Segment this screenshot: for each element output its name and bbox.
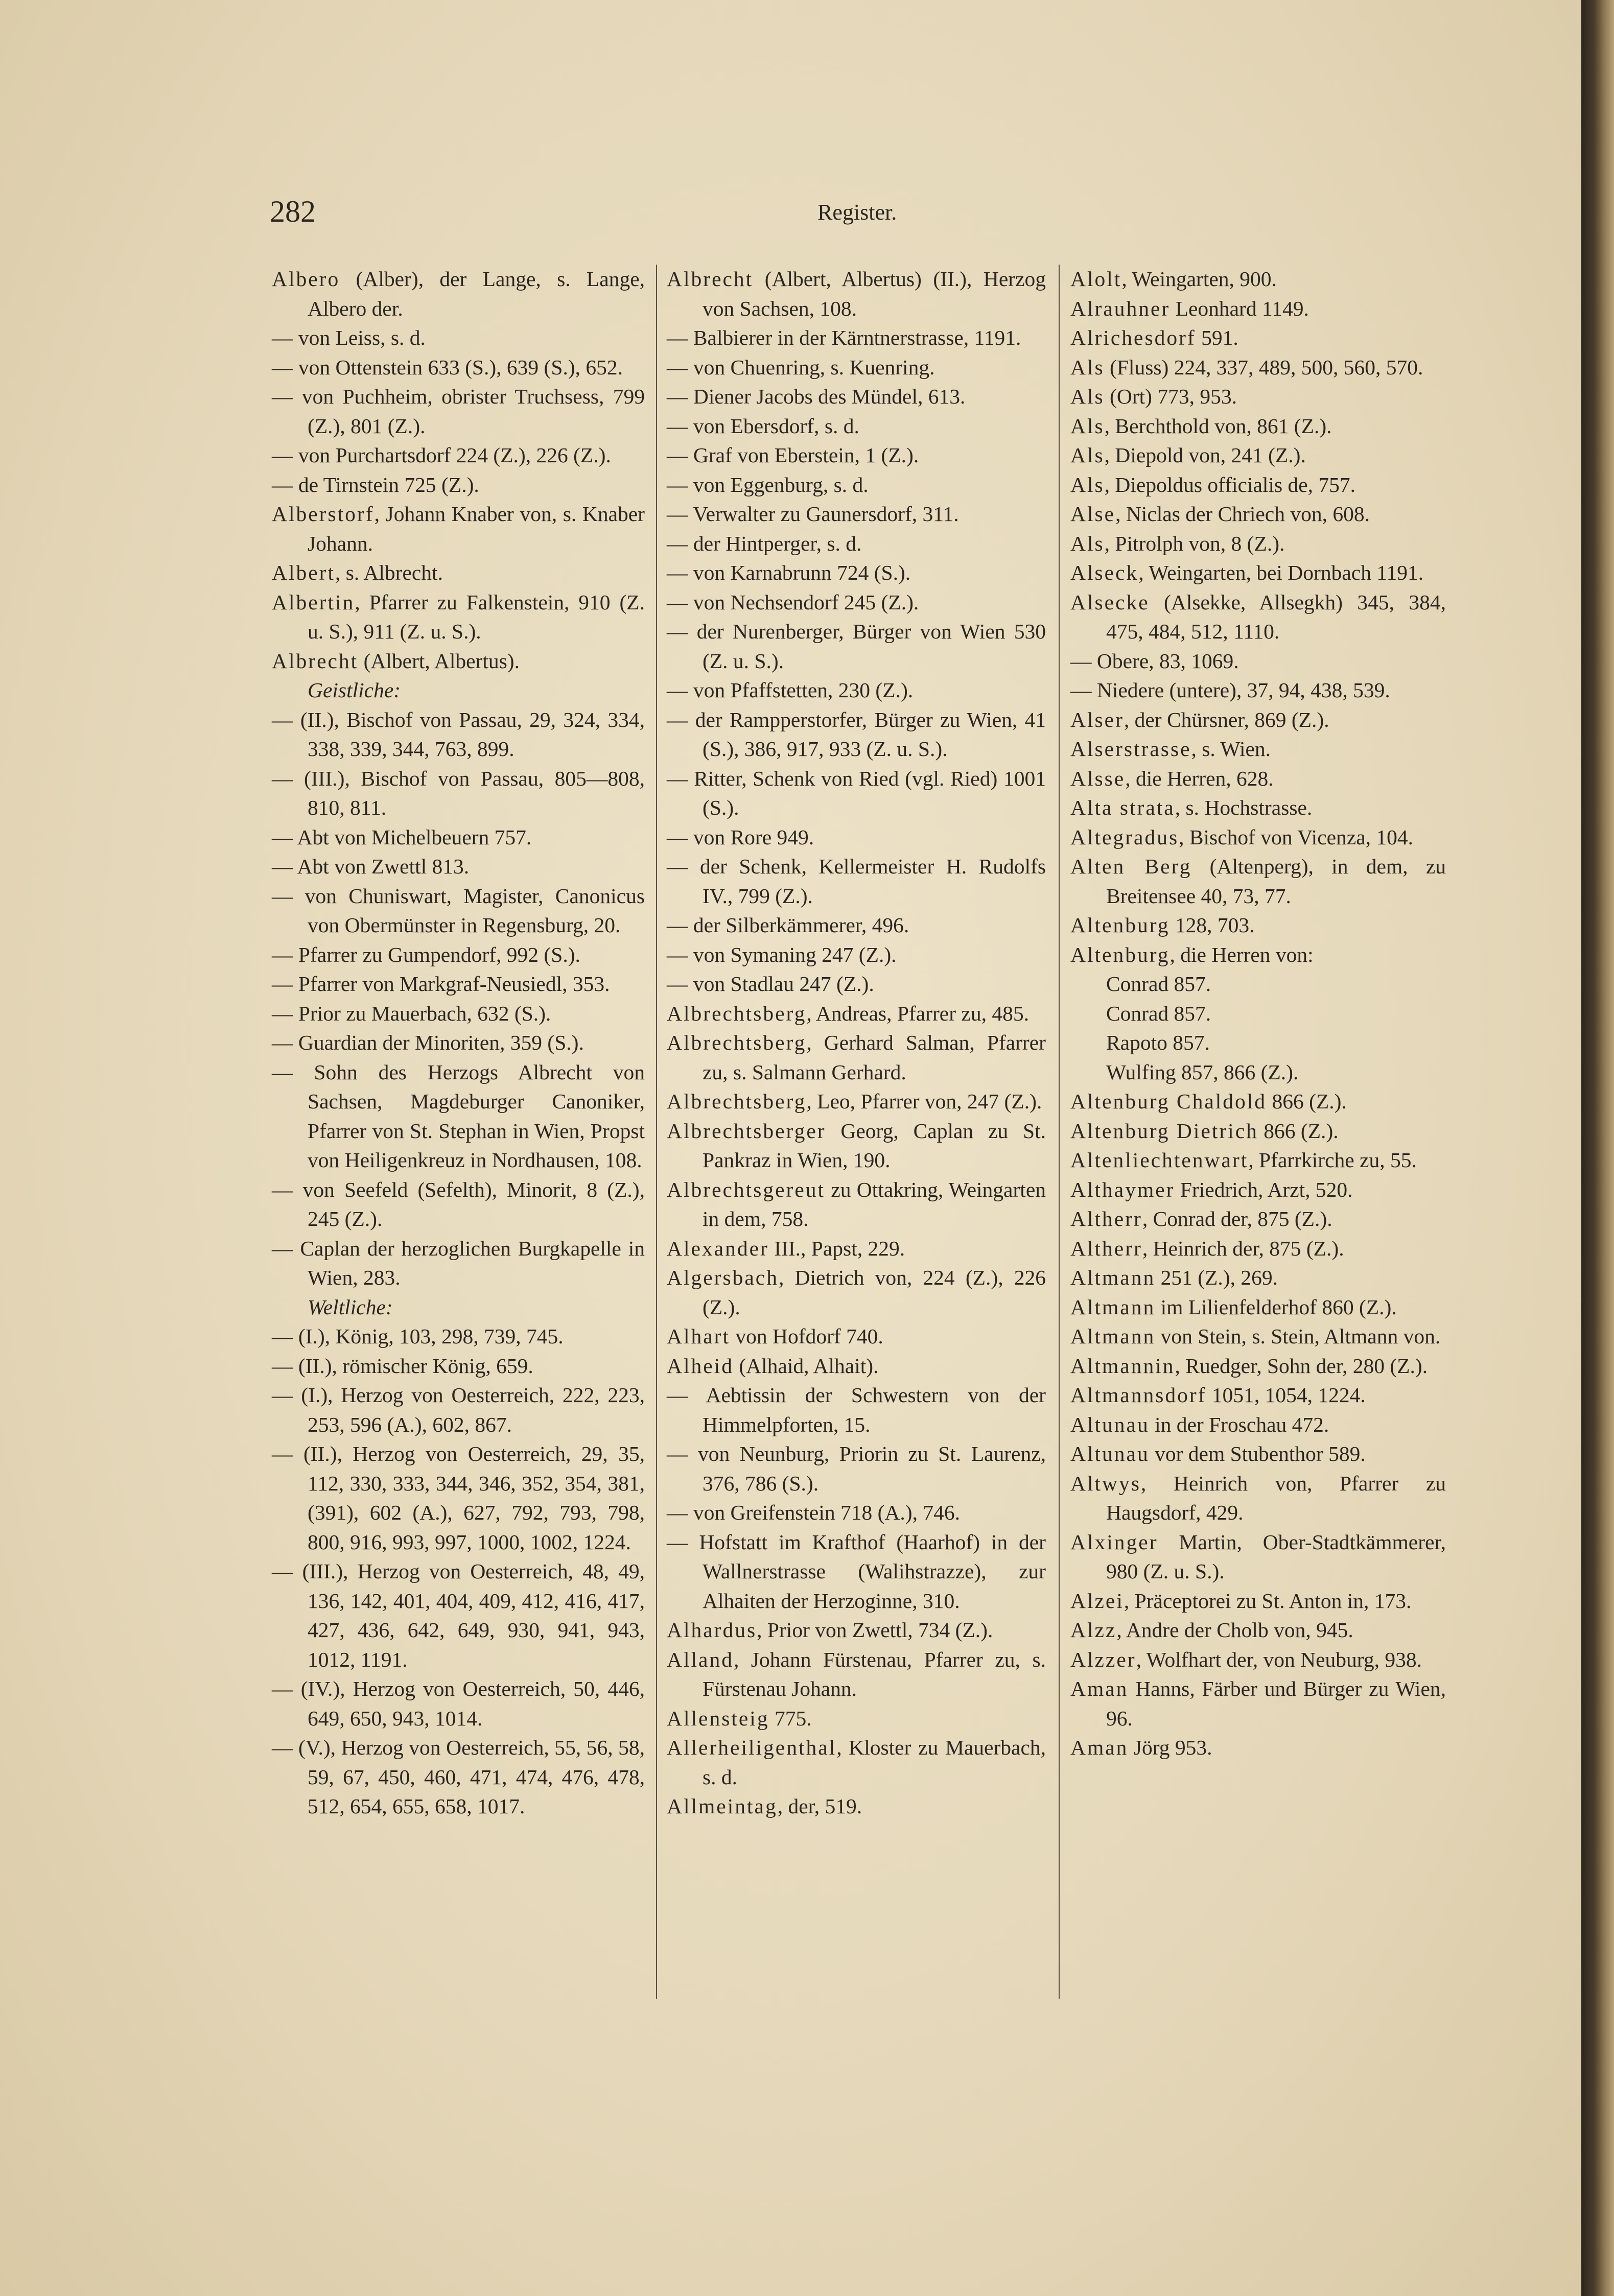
index-subentry: — von Ottenstein 633 (S.), 639 (S.), 652. [272,355,623,379]
entry-keyword: Altherr [1070,1207,1142,1230]
entry-keyword: Altenburg Chaldold [1070,1090,1267,1113]
entry-text: , Pfarrer zu Falkenstein, 910 (Z. u. S.), 911 (Z. u. S.). [308,590,645,643]
index-entry [1070,412,1446,441]
page-number: 282 [270,195,316,228]
entry-text: , Heinrich von, Pfarrer zu Haugsdorf, 429. [1106,1471,1446,1524]
entry-text: , Weingarten, bei Dornbach 1191. [1138,561,1424,584]
index-entry [667,999,1046,1029]
entry-text: Georg, Caplan zu St. Pankraz in Wien, 190. [703,1119,1046,1172]
entry-keyword: Alta strata [1070,796,1175,819]
index-subentry: — der Silberkämmerer, 496. [667,913,909,937]
entry-text: , Wolfhart der, von Neuburg, 938. [1136,1647,1422,1671]
index-subentry: — von Chuenring, s. Kuenring. [667,355,935,379]
entry-keyword: Albrecht [272,649,359,673]
index-entry [667,1792,1046,1821]
entry-keyword: Altenburg [1070,913,1170,937]
index-column-1 [272,265,645,1821]
entry-text: , der, 519. [777,1794,862,1818]
entry-text: von Stein, s. Stein, Altmann von. [1155,1324,1441,1348]
entry-text: zu Ottakring, Weingarten in dem, 758. [703,1177,1046,1230]
entry-text: , der Chürsner, 869 (Z.). [1124,707,1329,731]
index-subentry: — von Purchartsdorf 224 (Z.), 226 (Z.). [272,443,611,467]
index-column-2 [667,265,1046,1821]
entry-text: in der Froschau 472. [1149,1412,1329,1436]
entry-text: Leonhard 1149. [1170,296,1309,320]
index-subentry: — von Pfaffstetten, 230 (Z.). [667,678,914,702]
entry-keyword: Alhart [667,1324,731,1348]
entry-keyword: Allmeintag [667,1794,778,1818]
entry-keyword: Althaymer [1070,1177,1175,1201]
index-subentry: — von Chuniswart, Magister, Canonicus von Obermünster in Regensburg, 20. [272,884,645,937]
index-entry [1070,852,1446,911]
index-entry [272,647,645,676]
index-section-heading: Weltliche: [308,1295,393,1319]
index-entry [1070,1674,1446,1733]
index-entry [1070,1175,1446,1205]
entry-keyword: Altmannsdorf [1070,1383,1207,1407]
index-subentry: — (II.), Herzog von Oesterreich, 29, 35, 112, 330, 333, 344, 346, 352, 354, 381, (391), 602 (A.), 627, 792, 793, 798, 800, 916, 993, 997, 1000, 1002, 1224. [272,1442,645,1554]
index-entry [667,1234,1046,1264]
index-subentry: — von Eggenburg, s. d. [667,472,869,496]
entry-text: (Alber), der Lange, s. Lange, Albero der. [308,267,645,320]
entry-keyword: Altmann [1070,1295,1156,1319]
index-entry [667,1117,1046,1175]
index-entry [1070,940,1446,970]
entry-text: III., Papst, 229. [768,1236,905,1260]
entry-text: 775. [769,1706,812,1730]
index-subentry: — (III.), Bischof von Passau, 805—808, 810, 811. [272,766,645,819]
entry-keyword: Albero [272,267,340,291]
index-subentry: — de Tirnstein 725 (Z.). [272,472,479,496]
entry-keyword: Alheid [667,1354,734,1378]
index-entry [667,1263,1046,1322]
index-subentry: — von Karnabrunn 724 (S.). [667,561,911,584]
index-entry [1070,1410,1446,1440]
entry-text: 128, 703. [1169,913,1255,937]
entry-text: , Pfarrkirche zu, 55. [1248,1148,1417,1172]
index-entry [1070,1616,1446,1645]
entry-text: 1051, 1054, 1224. [1206,1383,1366,1407]
index-entry [1070,1587,1446,1616]
entry-text: (Alhaid, Alhait). [733,1354,879,1378]
entry-text: , s. Wien. [1191,737,1271,761]
index-subentry: — (V.), Herzog von Oesterreich, 55, 56, 58, 59, 67, 450, 460, 471, 474, 476, 478, 512, 654, 655, 658, 1017. [272,1736,645,1818]
entry-keyword: Albrechtsgereut [667,1177,826,1201]
entry-keyword: Aman [1070,1736,1129,1759]
index-subentry: — Aebtissin der Schwestern von der Himmelpforten, 15. [667,1383,1046,1436]
entry-text: , Johann Knaber von, s. Knaber Johann. [308,502,645,555]
index-name-line: Conrad 857. [1106,972,1211,996]
book-spine-edge [1581,0,1614,2296]
entry-keyword: Altegradus [1070,825,1179,849]
entry-text: , Heinrich der, 875 (Z.). [1142,1236,1344,1260]
index-subentry: — Caplan der herzoglichen Burgkapelle in Wien, 283. [272,1236,645,1289]
entry-keyword: Alzz [1070,1618,1117,1642]
entry-keyword: Alseck [1070,561,1139,584]
index-entry [1070,705,1446,735]
entry-text: , Bischof von Vicenza, 104. [1179,825,1414,849]
index-subentry: — Prior zu Mauerbach, 632 (S.). [272,1001,551,1025]
index-entry [1070,470,1446,500]
entry-keyword: Altunau [1070,1442,1150,1465]
index-entry [1070,588,1446,647]
index-subentry: — Obere, 83, 1069. [1070,649,1239,673]
entry-text: , Präceptorei zu St. Anton in, 173. [1124,1589,1412,1613]
entry-keyword: Albrecht [667,267,754,291]
index-subentry: — (IV.), Herzog von Oesterreich, 50, 446, 649, 650, 943, 1014. [272,1677,645,1730]
index-subentry: — von Leiss, s. d. [272,326,426,349]
index-subentry: — Graf von Eberstein, 1 (Z.). [667,443,919,467]
index-name-line: Rapoto 857. [1106,1031,1210,1054]
entry-text: (Alsekke, Allsegkh) 345, 384, 475, 484, 512, 1110. [1106,590,1446,643]
entry-text: , Diepoldus officialis de, 757. [1104,472,1356,496]
entry-text: , Kloster zu Mauerbach, s. d. [703,1736,1046,1789]
entry-keyword: Altwys [1070,1471,1141,1495]
entry-text: (Albert, Albertus). [358,649,520,673]
entry-keyword: Alhardus [667,1618,757,1642]
entry-keyword: Als [1070,385,1105,408]
index-entry [272,558,645,588]
index-entry [1070,1645,1446,1675]
entry-keyword: Alxinger [1070,1530,1158,1554]
entry-text: , Ruedger, Sohn der, 280 (Z.). [1175,1354,1428,1378]
index-subentry: — Verwalter zu Gaunersdorf, 311. [667,502,959,526]
index-entry [1070,1733,1446,1763]
index-entry [667,1028,1046,1087]
index-subentry: — Sohn des Herzogs Albrecht von Sachsen, Magdeburger Canoniker, Pfarrer von St. Stephan in Wien, Propst von Heiligenkreuz in Nordhausen, 108. [272,1060,645,1172]
index-subentry: — von Nechsendorf 245 (Z.). [667,590,919,614]
index-subentry: — Balbierer in der Kärntnerstrasse, 1191. [667,326,1021,349]
column-divider [1059,265,1060,1999]
entry-text: , Niclas der Chriech von, 608. [1115,502,1370,526]
entry-keyword: Altenburg Dietrich [1070,1119,1258,1143]
index-subentry: — (I.), Herzog von Oesterreich, 222, 223, 253, 596 (A.), 602, 867. [272,1383,645,1436]
index-subentry: — Abt von Zwettl 813. [272,855,470,878]
entry-keyword: Als [1070,443,1105,467]
entry-keyword: Alolt [1070,267,1122,291]
entry-text: 251 (Z.), 269. [1155,1266,1278,1289]
index-entry [1070,1528,1446,1587]
index-subentry: — von Puchheim, obrister Truchsess, 799 (Z.), 801 (Z.). [272,385,645,438]
index-subentry: — (II.), Bischof von Passau, 29, 324, 334, 338, 339, 344, 763, 899. [272,707,645,761]
entry-keyword: Altmann [1070,1266,1156,1289]
entry-text: von Hofdorf 740. [730,1324,883,1348]
entry-text: (Fluss) 224, 337, 489, 500, 560, 570. [1104,355,1423,379]
entry-keyword: Algersbach [667,1266,779,1289]
entry-keyword: Als [1070,414,1105,438]
index-entry [1070,323,1446,353]
column-divider [656,265,657,1999]
entry-keyword: Alzzer [1070,1647,1136,1671]
entry-keyword: Als [1070,472,1105,496]
index-entry [272,265,645,323]
running-title: Register. [817,200,897,225]
index-entry [1070,382,1446,412]
entry-keyword: Albrechtsberg [667,1031,807,1054]
entry-keyword: Alse [1070,502,1116,526]
index-entry [272,500,645,558]
entry-text: (Albert, Albertus) (II.), Herzog von Sachsen, 108. [703,267,1046,320]
index-section-heading: Geistliche: [308,678,401,702]
entry-keyword: Als [1070,531,1105,555]
index-subentry: — Abt von Michelbeuern 757. [272,825,532,849]
index-entry [1070,764,1446,794]
entry-keyword: Alexander [667,1236,769,1260]
entry-keyword: Alser [1070,707,1124,731]
entry-keyword: Alrauhner [1070,296,1171,320]
entry-text: , Conrad der, 875 (Z.). [1142,1207,1332,1230]
index-entry [1070,353,1446,383]
index-entry [272,588,645,647]
entry-text: , Prior von Zwettl, 734 (Z.). [757,1618,993,1642]
entry-keyword: Altmann [1070,1324,1156,1348]
index-subentry: — (I.), König, 103, 298, 739, 745. [272,1324,564,1348]
index-entry [1070,793,1446,823]
entry-keyword: Albrechtsberg [667,1090,807,1113]
entry-keyword: Alberstorf [272,502,375,526]
entry-keyword: Alland [667,1647,734,1671]
index-subentry: — von Greifenstein 718 (A.), 746. [667,1501,960,1524]
index-subentry: — von Symaning 247 (Z.). [667,942,897,966]
index-entry [1070,1381,1446,1410]
entry-text: Hanns, Färber und Bürger zu Wien, 96. [1106,1677,1446,1730]
index-subentry: — der Hintperger, s. d. [667,531,862,555]
entry-text: , Weingarten, 900. [1121,267,1277,291]
entry-text: , Leo, Pfarrer von, 247 (Z.). [806,1090,1042,1113]
index-subentry: — Guardian der Minoriten, 359 (S.). [272,1031,584,1054]
entry-keyword: Albrechtsberg [667,1001,807,1025]
entry-keyword: Albertin [272,590,355,614]
index-entry [667,265,1046,323]
index-entry [1070,823,1446,853]
index-entry [1070,1117,1446,1146]
entry-keyword: Alsse [1070,766,1126,790]
index-subentry: — Hofstatt im Krafthof (Haarhof) in der Wallnerstrasse (Walihstrazze), zur Alhaiten der Herzoginne, 310. [667,1530,1046,1613]
entry-text: , die Herren, 628. [1125,766,1274,790]
entry-text: im Lilienfelderhof 860 (Z.). [1155,1295,1397,1319]
index-entry [1070,294,1446,324]
entry-keyword: Alserstrasse [1070,737,1191,761]
index-subentry: — Diener Jacobs des Mündel, 613. [667,385,966,408]
index-entry [1070,1087,1446,1117]
entry-text: , s. Hochstrasse. [1175,796,1313,819]
index-entry [1070,1293,1446,1322]
index-subentry: — Pfarrer zu Gumpendorf, 992 (S.). [272,942,580,966]
entry-keyword: Allerheiligenthal [667,1736,837,1759]
index-entry [667,1733,1046,1792]
index-entry [667,1704,1046,1734]
entry-text: 866 (Z.). [1267,1090,1347,1113]
entry-text: , s. Albrecht. [335,561,443,584]
index-entry [667,1175,1046,1234]
index-entry [1070,1204,1446,1234]
index-name-line: Wulfing 857, 866 (Z.). [1106,1060,1299,1084]
index-subentry: — von Stadlau 247 (Z.). [667,972,874,996]
index-subentry: — von Ebersdorf, s. d. [667,414,859,438]
index-entry [1070,529,1446,559]
index-entry [1070,441,1446,470]
index-entry [1070,1263,1446,1293]
index-subentry: — von Seefeld (Sefelth), Minorit, 8 (Z.), 245 (Z.). [272,1177,645,1230]
entry-keyword: Aman [1070,1677,1129,1700]
index-subentry: — von Neunburg, Priorin zu St. Laurenz, 376, 786 (S.). [667,1442,1046,1495]
entry-text: vor dem Stubenthor 589. [1149,1442,1366,1465]
entry-text: Jörg 953. [1128,1736,1212,1759]
entry-keyword: Allensteig [667,1706,769,1730]
index-entry [1070,911,1446,940]
entry-text: , Dietrich von, 224 (Z.), 226 (Z.). [703,1266,1046,1319]
entry-text: Martin, Ober-Stadtkämmerer, 980 (Z. u. S.). [1106,1530,1446,1583]
index-entry [667,1616,1046,1645]
index-entry [1070,1234,1446,1264]
entry-keyword: Albert [272,561,336,584]
index-subentry: — Ritter, Schenk von Ried (vgl. Ried) 1001 (S.). [667,766,1046,819]
entry-text: , Diepold von, 241 (Z.). [1104,443,1306,467]
entry-text: , Andre der Cholb von, 945. [1116,1618,1353,1642]
entry-text: , die Herren von: [1169,942,1314,966]
index-entry [1070,1439,1446,1469]
entry-keyword: Altmannin [1070,1354,1175,1378]
index-entry [1070,265,1446,294]
index-subentry: — von Rore 949. [667,825,814,849]
entry-keyword: Alten Berg [1070,855,1192,878]
entry-keyword: Als [1070,355,1105,379]
index-entry [1070,558,1446,588]
entry-text: 866 (Z.). [1258,1119,1339,1143]
entry-text: (Altenperg), in dem, zu Breitensee 40, 73, 77. [1106,855,1446,908]
entry-text: , Johann Fürstenau, Pfarrer zu, s. Fürstenau Johann. [703,1647,1046,1700]
index-entry [1070,1322,1446,1352]
index-subentry: — der Rampperstorfer, Bürger zu Wien, 41 (S.), 386, 917, 933 (Z. u. S.). [667,707,1046,761]
index-entry [1070,1352,1446,1381]
entry-text: 591. [1196,326,1238,349]
index-column-3 [1070,265,1446,1763]
entry-keyword: Altherr [1070,1236,1142,1260]
index-name-line: Conrad 857. [1106,1001,1211,1025]
index-entry [1070,1146,1446,1175]
index-subentry: — (III.), Herzog von Oesterreich, 48, 49, 136, 142, 401, 404, 409, 412, 416, 417, 427, 436, 642, 649, 930, 941, 943, 1012, 1191. [272,1559,645,1671]
index-entry [1070,735,1446,764]
entry-keyword: Altenburg [1070,942,1170,966]
entry-text: , Gerhard Salman, Pfarrer zu, s. Salmann Gerhard. [703,1031,1046,1084]
index-subentry: — Niedere (untere), 37, 94, 438, 539. [1070,678,1390,702]
index-subentry: — der Nurenberger, Bürger von Wien 530 (Z. u. S.). [667,620,1046,673]
index-subentry: — der Schenk, Kellermeister H. Rudolfs IV., 799 (Z.). [667,855,1046,908]
index-subentry: — Pfarrer von Markgraf-Neusiedl, 353. [272,972,610,996]
entry-keyword: Alzei [1070,1589,1124,1613]
index-subentry: — (II.), römischer König, 659. [272,1354,533,1378]
entry-text: , Pitrolph von, 8 (Z.). [1104,531,1285,555]
index-entry [667,1645,1046,1704]
entry-keyword: Altenliechtenwart [1070,1148,1249,1172]
index-entry [1070,1469,1446,1528]
index-entry [667,1087,1046,1117]
entry-keyword: Albrechtsberger [667,1119,826,1143]
index-entry [667,1322,1046,1352]
entry-keyword: Altunau [1070,1412,1150,1436]
entry-text: (Ort) 773, 953. [1104,385,1237,408]
entry-keyword: Alrichesdorf [1070,326,1196,349]
entry-text: , Berchthold von, 861 (Z.). [1104,414,1332,438]
index-entry [1070,500,1446,529]
index-entry [667,1352,1046,1381]
entry-text: Friedrich, Arzt, 520. [1175,1177,1353,1201]
entry-keyword: Alsecke [1070,590,1150,614]
entry-text: , Andreas, Pfarrer zu, 485. [806,1001,1029,1025]
